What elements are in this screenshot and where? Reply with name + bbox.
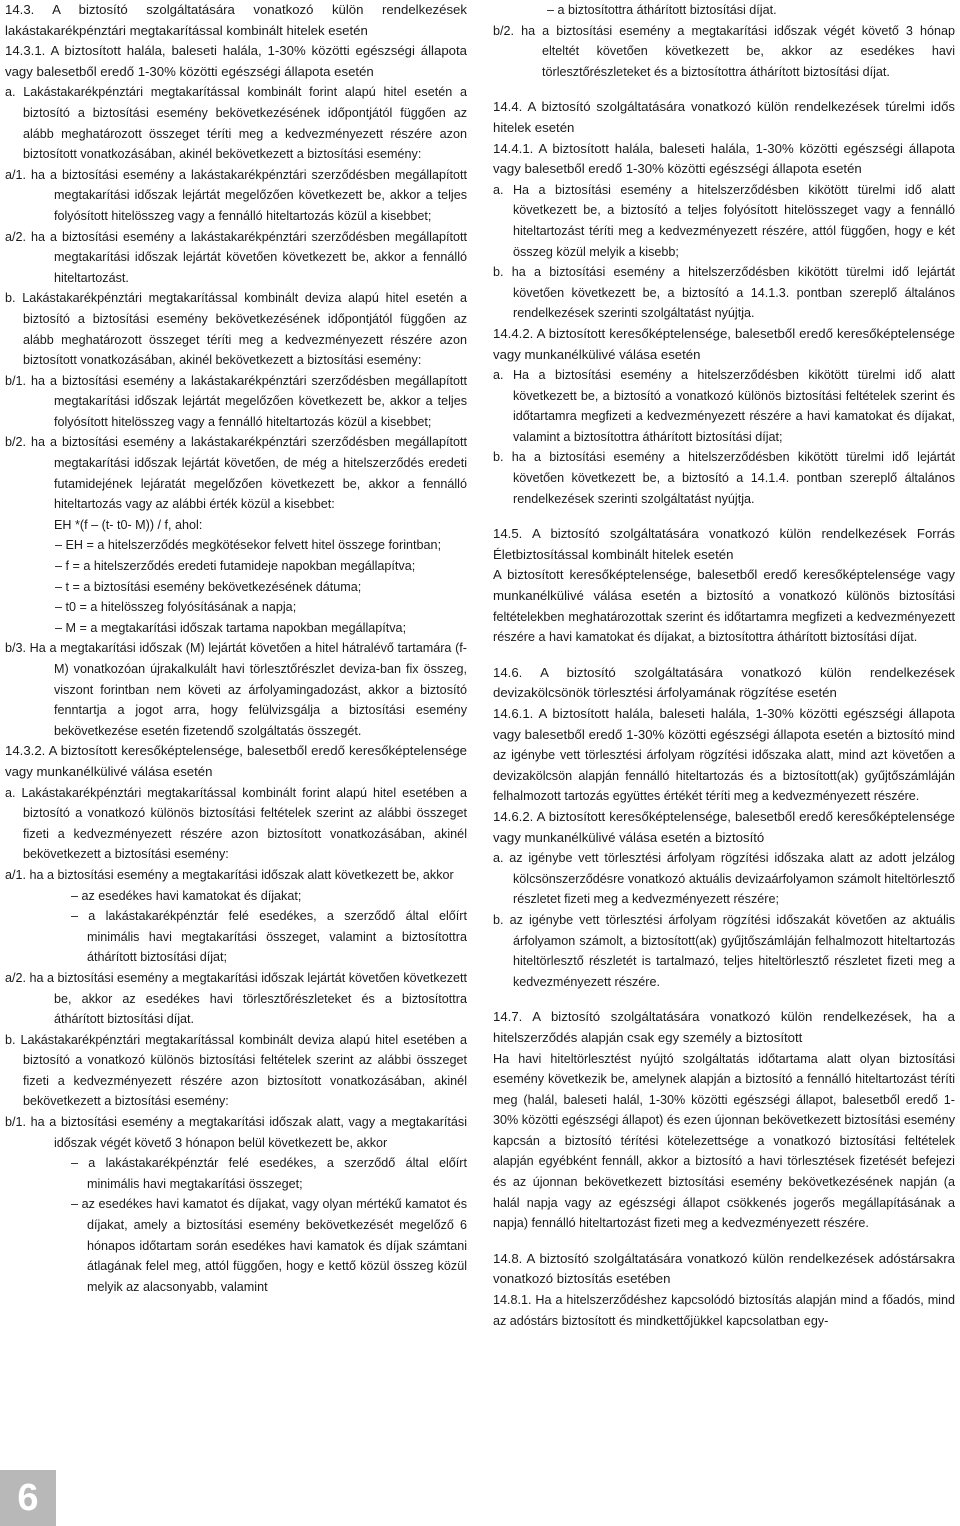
page-number: 6 [0, 1470, 56, 1526]
clause-a1: a/1. ha a biztosítási esemény a lakástakarékpénztári szerződésben megállapított megtakarítási időszak lejártát megelőzően következett be, akkor a teljes folyósított hitelösszeg vagy a fennálló hiteltartozás közül a kisebbet; [5, 167, 467, 223]
paragraph-14-6-1 [493, 704, 955, 807]
formula-def-eh: – EH = a hitelszerződés megkötésekor felvett hitel összege forintban; [55, 538, 442, 553]
clause-b3: b/3. Ha a megtakarítási időszak (M) lejártát követően a hitel hátralévő tartamára (f-M) vonatkozóan újrakalkulált havi törlesztőrészlet deviza-ban fix összeg, viszont forintban nem követi az árfolyamingadozást, akkor a biztosító fenntartja a jogot arra, hogy felülvizsgálja a biztosítási esemény bekövetkezése esetén fizetendő szolgáltatás összegét. [5, 641, 467, 738]
paragraph-14-7: Ha havi hiteltörlesztést nyújtó szolgáltatás időtartama alatt olyan biztosítási esemény következik be, amelynek alapján a biztosító a fennálló hiteltartozást téríti meg (halál, baleseti halál, 1-30% közötti egészségi állapot, balesetből eredő 1-30% közötti egészségi állapot) és ezen újonnan bekövetkezett biztosítási esemény kapcsán a biztosító térítési kötelezettsége a vonatkozó biztosítási feltételek alapján egyébként fennáll, akkor a biztosító a havi törlesztések fizetését befejezi és az újonnan bekövetkezett biztosítási esemény bekövetkezésének napján (a halál napja vagy az egészségi állapot csökkenés jogerős megállapításának a napja) fennálló hiteltartozást fizeti meg a kedvezményezett részére. [493, 1051, 955, 1231]
clause-b2: b/2. ha a biztosítási esemény a lakástakarékpénztári szerződésben megállapított megtakarítási időszak lejártát követően, de még a hitelszerződés eredeti futamidejének lejáratát megelőzően következett be, akkor a fennálló hiteltartozás vagy az alábbi érték közül a kisebbet: [5, 435, 467, 512]
clause-a1-2: a/1. ha a biztosítási esemény a megtakarítási időszak alatt következett be, akkor [5, 867, 454, 882]
clause-b: b. Lakástakarékpénztári megtakarítással kombinált deviza alapú hitel esetén a biztosító a biztosítási esemény bekövetkezésének időpontjától függően az alább meghatározott összeget téríti meg a kedvezményezett részére azon biztosított vonatkozásában, akinél bekövetkezett a biztosítási esemény: [5, 291, 467, 368]
left-column [5, 0, 467, 1297]
clause-b2-right: b/2. ha a biztosítási esemény a megtakarítási időszak végét követő 3 hónap elteltét követően következett be, akkor az esedékes havi törlesztőrészleteket és a biztosítottra áthárított biztosítási díjat. [493, 23, 955, 79]
formula: EH *(f – (t- t0- M)) / f, ahol: [54, 517, 203, 532]
clause-b1: b/1. ha a biztosítási esemény a lakástakarékpénztári szerződésben megállapított megtakarítási időszak lejártát megelőzően következett be, akkor a teljes folyósított hitelösszeg vagy a fennálló hiteltartozás közül a kisebbet; [5, 373, 467, 429]
paragraph-14-8-1: 14.8.1. Ha a hitelszerződéshez kapcsolódó biztosítás alapján mind a főadós, mind az adóstárs biztosított és mindkettőjükkel kapcsolatban egy- [493, 1293, 955, 1328]
list-item: – a lakástakarékpénztár felé esedékes, a szerződő által előírt minimális havi megtakarítási összeget, valamint a biztosítottra áthárított biztosítási díjat; [71, 909, 467, 965]
paragraph-14-5-lead: A biztosított keresőképtelensége, balesetből eredő keresőképtelensége vagy munkanélkülivé válása esetén [493, 567, 955, 604]
clause-b-2: b. Lakástakarékpénztári megtakarítással kombinált deviza alapú hitel esetében a biztosító a vonatkozó különös biztosítási feltételek szerint az alábbi összeget fizeti a kedvezményezett részére azon biztosított vonatkozásában, akinél bekövetkezett a biztosítási esemény: [5, 1032, 467, 1109]
list-item: – a biztosítottra áthárított biztosítási díjat. [547, 3, 777, 17]
formula-def-m: – M = a megtakarítási időszak tartama napokban megállapítva; [55, 620, 407, 635]
list-item: – az esedékes havi kamatokat és díjakat; [71, 888, 302, 903]
subsection-heading-14-6-2: 14.6.2. A biztosított keresőképtelensége, balesetből eredő keresőképtelensége vagy munkanélkülivé válása esetén a biztosító [493, 808, 955, 845]
paragraph-14-6-1-body: a biztosító mind az igénybe vett törlesztési árfolyam rögzítési időszaka alatt, mind azt követően a devizakölcsön alapján fennálló hiteltartozás és a biztosított(ak) gyűjtőszámláján felhalmozott tartozás együttes értékét téríti meg a kedvezményezett részére. [493, 727, 956, 804]
section-heading-14-4: 14.4. A biztosító szolgáltatására vonatkozó külön rendelkezések túrelmi idős hitelek esetén [493, 99, 955, 135]
clause-a2: a/2. ha a biztosítási esemény a lakástakarékpénztári szerződésben megállapított megtakarítási időszak lejártát követően következett be, akkor a fennálló hiteltartozást. [5, 229, 467, 285]
clause-b-right: b. ha a biztosítási esemény a hitelszerződésben kikötött türelmi idő lejártát követően következett be, a biztosító a 14.1.3. pontban szereplő általános rendelkezések szerinti szolgáltatást nyújtja. [493, 265, 955, 321]
right-column [493, 0, 955, 1331]
clause-b1-2: b/1. ha a biztosítási esemény a megtakarítási időszak alatt, vagy a megtakarítási időszak végét követő 3 hónapon belül következett be, akkor [5, 1115, 467, 1150]
subsection-heading-14-4-1: 14.4.1. A biztosított halála, baleseti halála, 1-30% közötti egészségi állapota vagy balesetből eredő 1-30% közötti egészségi állapota esetén [493, 140, 955, 177]
subsection-heading-14-6-1: 14.6.1. A biztosított halála, baleseti halála, 1-30% közötti egészségi állapota vagy balesetből eredő 1-30% közötti egészségi állapota esetén [493, 706, 955, 742]
clause-a-right: a. Ha a biztosítási esemény a hitelszerződésben kikötött türelmi idő alatt következett be, a biztosító a teljes folyósított hitelösszeget vagy a fennálló hiteltartozást téríti meg a kedvezményezett részére, attól függően, hogy e két összeg közül melyik a kisebb; [493, 182, 955, 259]
clause-a-right-3: a. az igénybe vett törlesztési árfolyam rögzítési időszaka alatt az adott jelzálog kölcsönszerződésre vonatkozó aktuális devizaárfolyamon számolt hiteltörlesztő részletet fizeti meg a kedvezményezett részére; [493, 851, 955, 907]
formula-def-t0: – t0 = a hitelösszeg folyósításának a napja; [55, 600, 297, 615]
paragraph-14-5 [493, 565, 955, 647]
subsection-heading-14-4-2: 14.4.2. A biztosított keresőképtelensége, balesetből eredő keresőképtelensége vagy munkanélkülivé válása esetén [493, 325, 955, 362]
section-heading-14-6: 14.6. A biztosító szolgáltatására vonatkozó külön rendelkezések devizakölcsönök törlesztési árfolyamának rögzítése esetén [493, 664, 955, 701]
section-heading-14-3: 14.3. A biztosító szolgáltatására vonatkozó külön rendelkezések lakástakarékpénztári megtakarítással kombinált hitelek esetén [5, 2, 467, 38]
list-item: – az esedékes havi kamatot és díjakat, vagy olyan mértékű kamatot és díjakat, amely a biztosítási esemény bekövetkezését megelőző 6 hónapos időtartam során esedékes havi kamatok és díjak számtani átlagának felel meg, attól függően, hogy e kettő közül összeg közül melyik az alacsonyabb, valamint [71, 1197, 467, 1294]
formula-def-f: – f = a hitelszerződés eredeti futamideje napokban megállapítva; [55, 559, 416, 574]
clause-b-right-2: b. ha a biztosítási esemény a hitelszerződésben kikötött türelmi idő lejártát követően következett be, a biztosító a 14.1.4. pontban szereplő általános rendelkezések szerinti szolgáltatást nyújtja. [493, 450, 955, 506]
clause-a: a. Lakástakarékpénztári megtakarítással kombinált forint alapú hitel esetén a biztosító a biztosítási esemény bekövetkezésének időpontjától függően az alább meghatározott összeget téríti meg a kedvezményezett részére azon biztosított vonatkozásában, akinél bekövetkezett a biztosítási esemény: [5, 85, 467, 162]
subsection-heading-14-3-1: 14.3.1. A biztosított halála, baleseti halála, 1-30% közötti egészségi állapota vagy balesetből eredő 1-30% közötti egészségi állapota esetén [5, 43, 467, 79]
clause-a-right-2: a. Ha a biztosítási esemény a hitelszerződésben kikötött türelmi idő alatt következett be, a biztosító a vonatkozó különös biztosítási feltételek szerint és időtartamra megfizeti a kedvezményezett részére a havi kamatokat és díjakat, valamint a biztosítottra áthárított biztosítási díjat; [493, 368, 955, 444]
section-heading-14-5: 14.5. A biztosító szolgáltatására vonatkozó külön rendelkezések Forrás Életbiztosítással kombinált hitelek esetén [493, 526, 955, 562]
clause-b-right-3: b. az igénybe vett törlesztési árfolyam rögzítési időszakát követően az aktuális árfolyamon számolt, a biztosított(ak) gyűjtőszámláján felhalmozott hiteltartozás hiteltörlesztő részletét is tartalmazó, teljes hiteltörlesztő részletet fizeti meg a kedvezményezett részére. [493, 912, 955, 989]
clause-a2-2: a/2. ha a biztosítási esemény a megtakarítási időszak lejártát követően következett be, akkor az esedékes havi törlesztőrészleteket és a biztosítottra áthárított biztosítási díjat. [5, 970, 468, 1027]
clause-a-2: a. Lakástakarékpénztári megtakarítással kombinált forint alapú hitel esetében a biztosító a vonatkozó különös biztosítási feltételek szerint az alábbi összeget fizeti a kedvezményezett részére azon biztosított vonatkozásában, akinél bekövetkezett a biztosítási esemény: [5, 785, 467, 862]
section-heading-14-7: 14.7. A biztosító szolgáltatására vonatkozó külön rendelkezések, ha a hitelszerződés alapján csak egy személy a biztosított [493, 1009, 955, 1045]
subsection-heading-14-3-2: 14.3.2. A biztosított keresőképtelensége, balesetből eredő keresőképtelensége vagy munkanélkülivé válása esetén [5, 743, 467, 779]
section-heading-14-8: 14.8. A biztosító szolgáltatására vonatkozó külön rendelkezések adóstársakra vonatkozó biztosítás esetében [493, 1250, 955, 1287]
formula-def-t: – t = a biztosítási esemény bekövetkezésének dátuma; [55, 579, 362, 594]
paragraph-14-5-body: a biztosító a vonatkozó különös biztosítási feltételekben meghatározottak szerint és időtartamra megfizeti a kedvezményezett részére a havi kamatokat és díjakat, a biztosítottra áthárított biztosítási díjat. [493, 589, 955, 645]
list-item: – a lakástakarékpénztár felé esedékes, a szerződő által előírt minimális havi megtakarítási összeget; [71, 1156, 467, 1191]
